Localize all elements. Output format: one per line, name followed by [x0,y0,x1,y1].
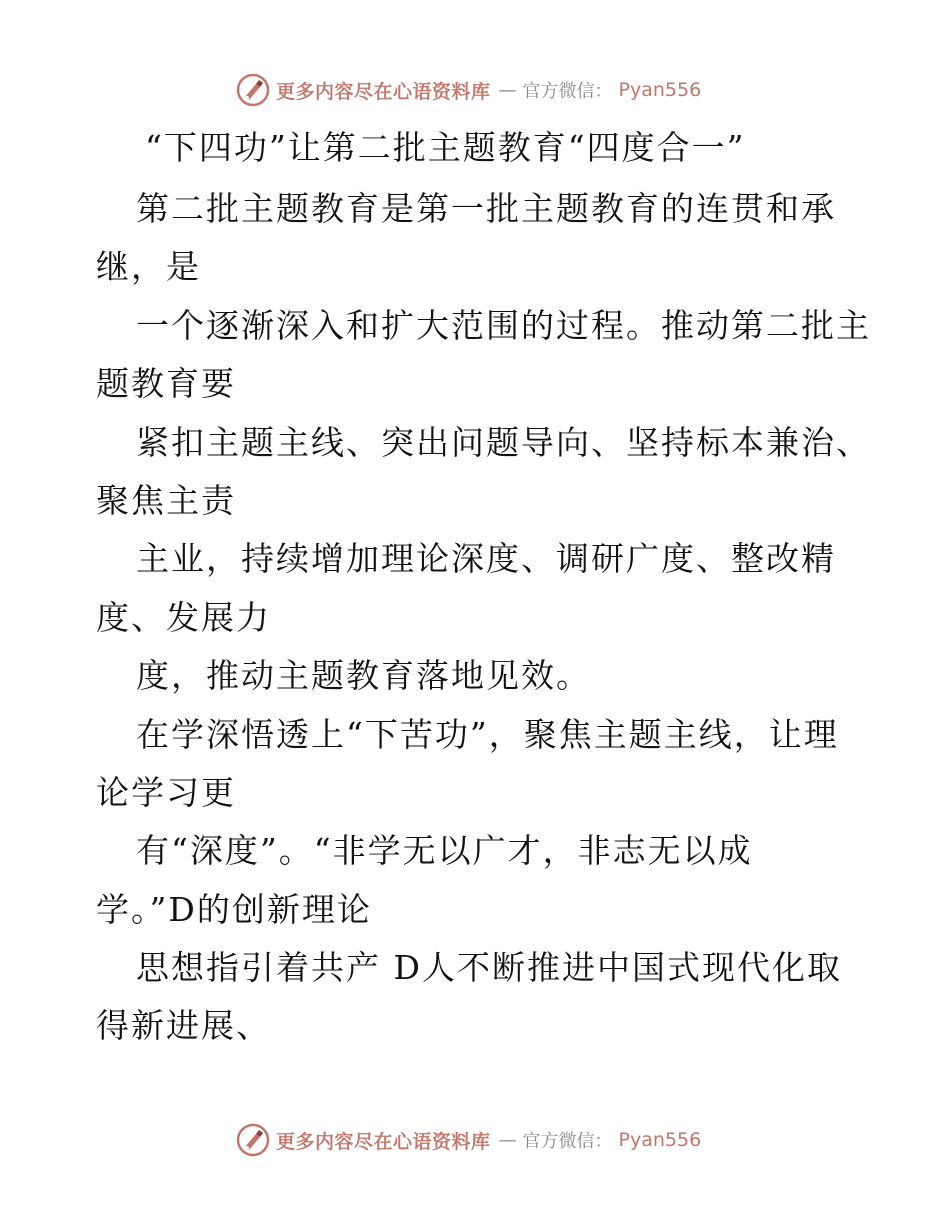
paragraph-line: 思想指引着共产 D人不断推进中国式现代化取 [136,948,842,988]
document-body [96,180,871,1056]
paragraph-line: 聚焦主责 [96,480,236,520]
paragraph-line: 得新进展、 [96,1006,271,1046]
paragraph-line: 度，推动主题教育落地见效。 [136,656,591,696]
banner-wechat-label: 官方微信： [522,1131,613,1152]
banner-site-text: 更多内容尽在心语资料库 [276,80,491,103]
paragraph-line: 学。”D的创新理论 [96,889,372,929]
header-banner[interactable] [236,72,716,108]
paragraph-line: 度、发展力 [96,597,271,637]
paragraph-line: 一个逐渐深入和扩大范围的过程。推动第二批主 [136,305,871,345]
paragraph-line: 第二批主题教育是第一批主题教育的连贯和承 [136,189,836,228]
paragraph-line: 在学深悟透上“下苦功”，聚焦主题主线，让理 [136,714,839,754]
banner-wechat-label: 官方微信： [522,81,613,102]
paragraph-line: 紧扣主题主线、突出问题导向、坚持标本兼治、 [136,422,871,462]
banner-wechat-id: Pyan556 [618,1129,702,1151]
banner-separator: — [498,1129,517,1151]
paragraph-line: 有“深度”。“非学无以广才，非志无以成 [136,831,753,871]
banner-site-text: 更多内容尽在心语资料库 [276,1130,491,1153]
banner-wechat-id: Pyan556 [618,79,702,101]
paragraph-line: 主业，持续增加理论深度、调研广度、整改精 [136,539,836,579]
paragraph-line: 继，是 [96,247,201,287]
pen-logo-icon [236,1123,270,1157]
document-title: “下四功”让第二批主题教育“四度合一” [145,128,746,167]
footer-banner[interactable] [236,1122,716,1158]
banner-separator: — [498,79,517,101]
paragraph-line: 题教育要 [96,364,236,404]
paragraph-line: 论学习更 [96,772,236,812]
pen-logo-icon [236,73,270,107]
